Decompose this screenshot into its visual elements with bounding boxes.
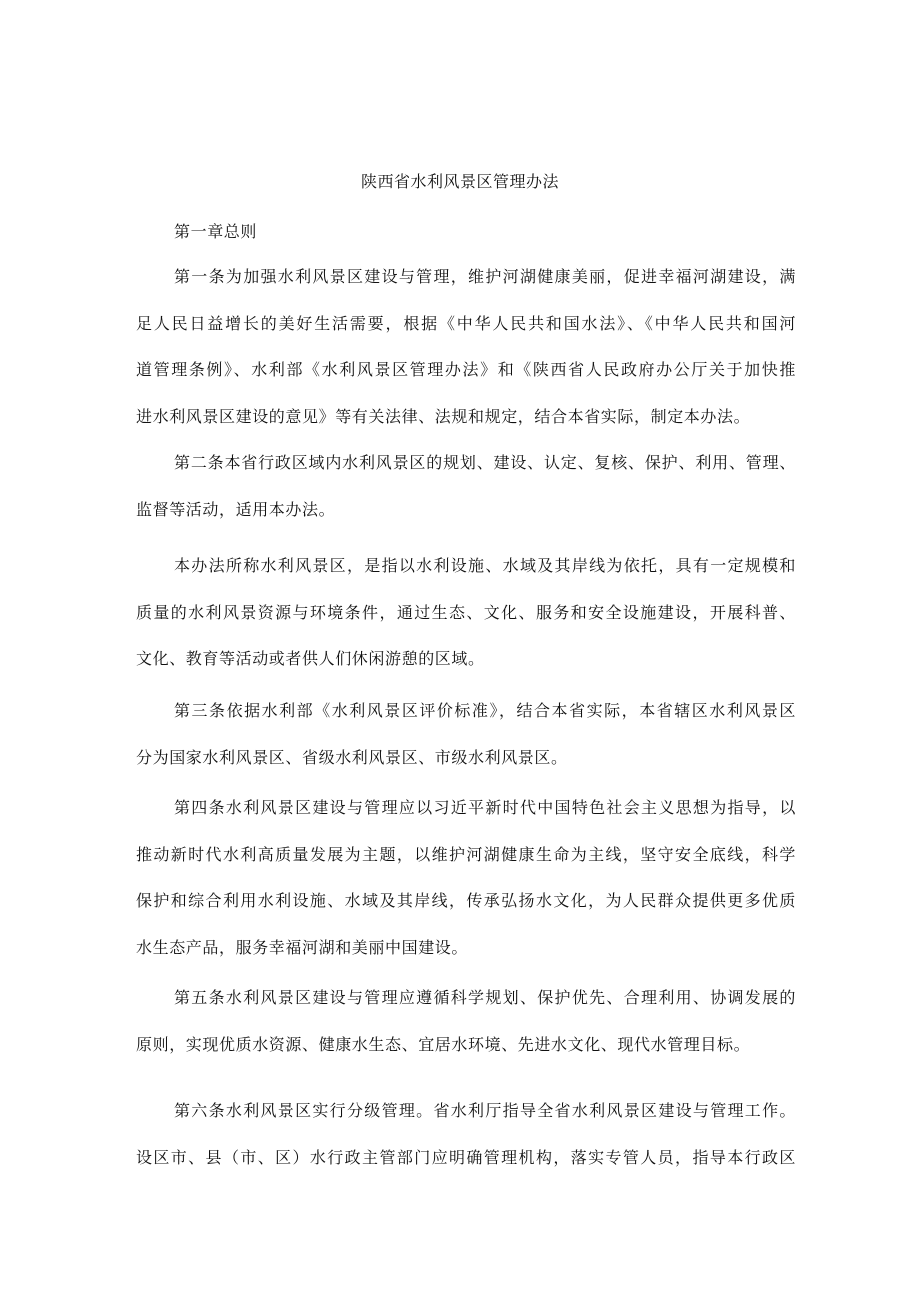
article-4-paragraph [136, 785, 796, 971]
text-line: 监督等活动，适用本办法。 [136, 499, 336, 519]
article-2-paragraph [136, 440, 796, 533]
text-line: 分为国家水利风景区、省级水利风景区、市级水利风景区。 [136, 747, 568, 767]
chapter-heading [136, 209, 796, 256]
text-line: 设区市、县（市、区）水行政主管部门应明确管理机构，落实专管人员，指导本行政区 [136, 1147, 796, 1167]
text-line: 第二条本省行政区域内水利风景区的规划、建设、认定、复核、保护、利用、管理、 [174, 453, 796, 472]
text-line: 足人民日益增长的美好生活需要，根据《中华人民共和国水法》、《中华人民共和国河 [136, 313, 796, 333]
text-line: 质量的水利风景资源与环境条件，通过生态、文化、服务和安全设施建设，开展科普、 [136, 602, 796, 622]
text-line: 道管理条例》、水利部《水利风景区管理办法》和《陕西省人民政府办公厅关于加快推 [136, 360, 796, 379]
text-line: 第五条水利风景区建设与管理应遵循科学规划、保护优先、合理利用、协调发展的 [174, 988, 796, 1007]
article-3-paragraph [136, 688, 796, 781]
text-line: 推动新时代水利高质量发展为主题，以维护河湖健康生命为主线，坚守安全底线，科学 [136, 844, 796, 864]
text-line: 第三条依据水利部《水利风景区评价标准》，结合本省实际，本省辖区水利风景区 [174, 701, 796, 720]
text-line: 保护和综合利用水利设施、水域及其岸线，传承弘扬水文化，为人民群众提供更多优质 [136, 891, 796, 910]
text-line: 文化、教育等活动或者供人们休闲游憩的区域。 [136, 649, 485, 668]
article-1-paragraph [136, 254, 796, 440]
article-6-paragraph [136, 1088, 796, 1181]
text-line: 本办法所称水利风景区，是指以水利设施、水域及其岸线为依托，具有一定规模和 [174, 556, 796, 575]
text-line: 水生态产品，服务幸福河湖和美丽中国建设。 [136, 937, 469, 957]
definition-paragraph [136, 543, 796, 683]
article-5-paragraph [136, 975, 796, 1068]
text-line: 第六条水利风景区实行分级管理。省水利厅指导全省水利风景区建设与管理工作。 [174, 1101, 796, 1120]
text-line: 进水利风景区建设的意见》等有关法律、法规和规定，结合本省实际，制定本办法。 [136, 406, 751, 426]
text-line: 第一条为加强水利风景区建设与管理，维护河湖健康美丽，促进幸福河湖建设，满 [174, 267, 796, 286]
chapter-heading-text: 第一章总则 [174, 222, 258, 241]
text-line: 原则，实现优质水资源、健康水生态、宜居水环境、先进水文化、现代水管理目标。 [136, 1034, 751, 1054]
text-line: 第四条水利风景区建设与管理应以习近平新时代中国特色社会主义思想为指导，以 [174, 798, 796, 817]
document-title: 陕西省水利风景区管理办法 [360, 172, 559, 191]
